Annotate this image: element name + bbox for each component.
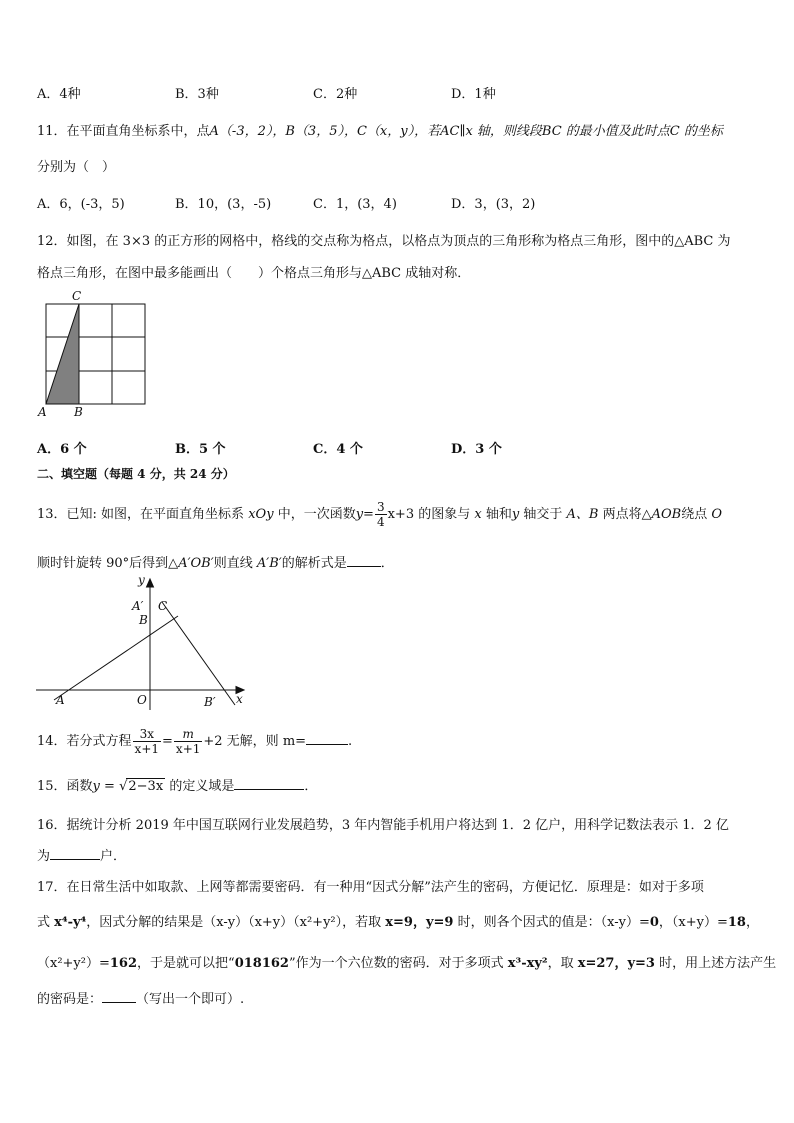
- q11-option-c: C．1，(3，4): [313, 197, 397, 212]
- q13-text-line2: 顺时针旋转 90°后得到△A′OB′则直线 A′B′的解析式是 ．: [37, 556, 394, 571]
- label-b: B: [74, 405, 83, 419]
- label-b: B: [139, 613, 148, 627]
- q13-coordinate-figure: [30, 572, 255, 714]
- q11-text-line1: 11．在平面直角坐标系中，点A（-3，2），B（3，5），C（x，y），若AC∥x 轴，则线段BC 的最小值及此时点C 的坐标: [37, 124, 723, 139]
- q17-text-line2: 式 x⁴-y⁴，因式分解的结果是（x-y）（x+y）（x²+y²），若取 x=9，y=9 时，则各个因式的值是：（x-y）=0，（x+y）=18，: [37, 915, 759, 930]
- q12-option-a: A．6 个: [37, 442, 87, 457]
- label-x-axis: x: [236, 692, 243, 706]
- q11-option-a: A．6，(-3，5): [37, 197, 125, 212]
- q10-option-a: A．4种: [37, 87, 81, 102]
- label-b-prime: B′: [204, 695, 216, 709]
- q12-grid-figure: [34, 288, 164, 420]
- label-y-axis: y: [138, 573, 145, 587]
- label-a: A: [38, 405, 47, 419]
- q13-answer-blank: [347, 554, 381, 567]
- q17-answer-blank: [102, 990, 136, 1003]
- q12-option-c: C．4 个: [313, 442, 363, 457]
- q16-answer-blank: [50, 847, 100, 860]
- q12-option-b: B．5 个: [175, 442, 226, 457]
- q13-text-line1: 13．已知: 如图，在平面直角坐标系 xOy 中，一次函数y= $\frac{3}{4}$ x+3 的图象与 x 轴和y 轴交于 A、B 两点将△AOB绕点 O: [37, 500, 723, 529]
- triangle-abc: [46, 304, 79, 404]
- q10-option-c: C．2种: [313, 87, 358, 102]
- q15-text: 15．函数y = √2−3x 的定义域是 ．: [37, 779, 318, 794]
- q17-text-line1: 17．在日常生活中如取款、上网等都需要密码．有一种用“因式分解”法产生的密码，方便记忆．原理是：如对于多项: [37, 880, 704, 895]
- q12-option-d: D．3 个: [451, 442, 502, 457]
- label-a-prime: A′: [132, 599, 144, 613]
- q10-option-b: B．3种: [175, 87, 219, 102]
- label-origin: O: [137, 693, 147, 707]
- q11-option-b: B．10，(3，-5): [175, 197, 272, 212]
- q10-option-d: D．1种: [451, 87, 496, 102]
- q12-text-line1: 12．如图，在 3×3 的正方形的网格中，格线的交点称为格点，以格点为顶点的三角形称为格点三角形，图中的△ABC 为: [37, 234, 731, 249]
- section-title: 二、填空题（每题 4 分，共 24 分）: [37, 467, 235, 481]
- q17-text-line3: （x²+y²）=162，于是就可以把“018162”作为一个六位数的密码．对于多项式 x³-xy²，取 x=27，y=3 时，用上述方法产生: [37, 956, 777, 971]
- q11-option-d: D．3，(3，2): [451, 197, 536, 212]
- label-a: A: [56, 693, 65, 707]
- q17-text-line4: 的密码是： （写出一个即可）.: [37, 992, 245, 1007]
- q12-text-line2: 格点三角形，在图中最多能画出（ ）个格点三角形与△ABC 成轴对称．: [37, 266, 471, 281]
- q11-text-line2: 分别为（ ）: [37, 160, 116, 175]
- q15-answer-blank: [234, 777, 304, 790]
- q16-text-line1: 16．据统计分析 2019 年中国互联网行业发展趋势，3 年内智能手机用户将达到 1．2 亿户，用科学记数法表示 1．2 亿: [37, 818, 729, 833]
- q14-text: 14．若分式方程 $\frac{3x}{x+1}$ = $\frac{m}{x+1}$ +2 无解，则 m= .: [37, 727, 353, 756]
- q16-text-line2: 为 户．: [37, 849, 127, 864]
- label-c: C: [158, 599, 168, 613]
- label-c: C: [72, 289, 82, 303]
- q14-answer-blank: [306, 732, 348, 745]
